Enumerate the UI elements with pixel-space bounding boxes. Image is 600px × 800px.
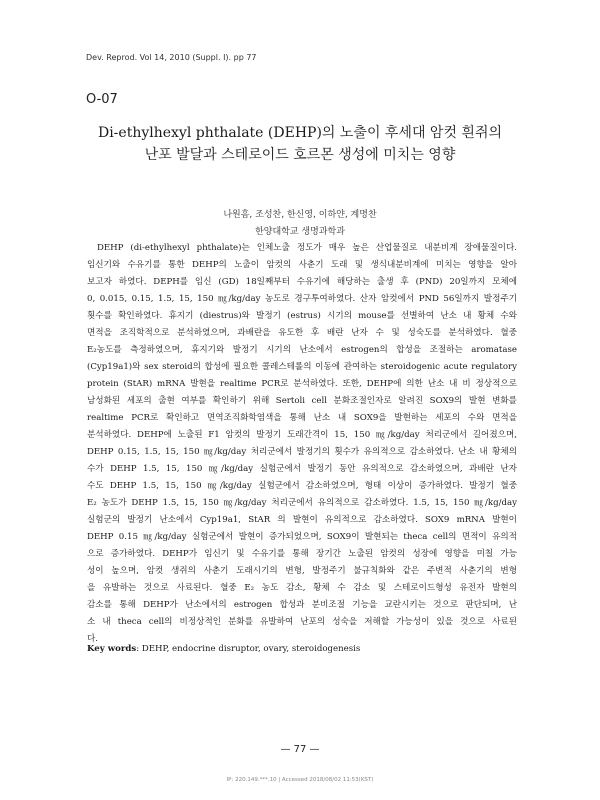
journal-header: Dev. Reprod. Vol 14, 2010 (Suppl. I). pp 77 <box>86 53 257 62</box>
title-line-2: 난포 발달과 스테로이드 호르몬 생성에 미치는 영향 <box>144 147 456 163</box>
abstract-line: 감소를 통해 DEHP가 난소에서의 estrogen 합성과 분비조절 기능을 교란시키는 것으로 판단되며, 난 <box>87 600 517 610</box>
abstract-line: 으로 증가하였다. DEHP가 임신기 및 수유기를 통해 장기간 노출된 암컷의 성장에 영향을 미칠 가능 <box>87 549 517 559</box>
abstract-line: DEHP 0.15 ㎎/kg/day 실험군에서 발현이 증가되었으며, SOX9이 발현되는 theca cell의 면적이 유의적 <box>87 532 517 542</box>
abstract-code: O-07 <box>86 92 118 107</box>
abstract-line: 다. <box>87 634 99 644</box>
abstract-line: 성이 높으며, 암컷 생쥐의 사춘기 도래시기의 변형, 발정주기 불규칙화와 같은 주변적 사춘기의 변형 <box>87 566 517 576</box>
author-list: 나원흠, 조성찬, 한신영, 이하얀, 계명찬 <box>223 210 377 220</box>
abstract-line: 을 유발하는 것으로 사료된다. 혈중 E₂ 농도 감소, 황체 수 감소 및 스테로이드형성 유전자 발현의 <box>87 583 517 593</box>
abstract-line: DEHP (di-ethylhexyl phthalate)는 인체노출 정도가 매우 높은 산업물질로 내분비계 장애물질이다. <box>97 243 517 253</box>
abstract-line: 보고자 하였다. DEPH를 임신 (GD) 18일째부터 수유기에 해당하는 출생 후 (PND) 20일까지 모체에 <box>87 277 517 287</box>
abstract-line: 분석하였다. DEHP에 노출된 F1 암컷의 발정기 도래간격이 15, 150 ㎎/kg/day 처리군에서 길어졌으며, <box>87 430 517 440</box>
page-number: — 77 — <box>280 744 320 755</box>
abstract-line: E₂ 농도가 DEHP 1.5, 15, 150 ㎎/kg/day 처리군에서 유의적으로 감소하였다. 1.5, 15, 150 ㎎/kg/day <box>87 498 517 508</box>
abstract-line: 0, 0.015, 0.15, 1.5, 15, 150 ㎎/kg/day 농도로 경구투여하였다. 산자 암컷에서 PND 56일까지 발정주기 <box>87 294 517 304</box>
title-line-1: Di-ethylhexyl phthalate (DEHP)의 노출이 후세대 암컷 흰쥐의 <box>97 125 503 141</box>
abstract-line: 실험군의 발정기 난소에서 Cyp19a1, StAR 의 발현이 유의적으로 감소하였다. SOX9 mRNA 발현이 <box>87 515 517 525</box>
abstract-line: 수가 DEHP 1.5, 15, 150 ㎎/kg/day 실험군에서 발정기 동안 유의적으로 감소하였으며, 과배란 난자 <box>87 464 517 474</box>
abstract-line: realtime PCR로 확인하고 면역조직화학염색을 통해 난소 내 SOX9을 발현하는 세포의 수와 면적을 <box>87 413 517 423</box>
access-footer: IP: 220.149.***.10 | Accessed 2018/08/02 11:53(KST) <box>226 777 374 783</box>
abstract-line: 소 내 theca cell의 비정상적인 분화를 유발하여 난포의 성숙을 저해할 가능성이 있을 것으로 사료된 <box>87 617 517 627</box>
abstract-line: protein (StAR) mRNA 발현을 realtime PCR로 분석하였다. 또한, DEHP에 의한 난소 내 비 정상적으로 <box>87 379 517 389</box>
abstract-line: 면적을 조직학적으로 분석하였으며, 과배란을 유도한 후 배란 난자 수 및 성숙도를 분석하였다. 혈중 <box>87 328 517 338</box>
abstract-line: (Cyp19a1)와 sex steroid의 합성에 필요한 콜레스테롤의 이동에 관여하는 steroidogenic acute regulatory <box>87 362 517 372</box>
abstract-line: 임신기와 수유기를 통한 DEHP의 노출이 암컷의 사춘기 도래 및 생식내분비계에 미치는 영향을 알아 <box>87 260 517 270</box>
abstract-line: DEHP 0.15, 1.5, 15, 150 ㎎/kg/day 처리군에서 발정기의 횟수가 유의적으로 감소하였다. 난소 내 황체의 <box>87 447 517 457</box>
abstract-line: E₂농도를 측정하였으며, 휴지기와 발정기 시기의 난소에서 estrogen의 합성을 조절하는 aromatase <box>87 345 517 355</box>
abstract-line: 남성화된 세포의 출현 여부를 확인하기 위해 Sertoli cell 분화조절인자로 알려진 SOX9의 발현 변화를 <box>87 396 517 406</box>
affiliation: 한양대학교 생명과학과 <box>255 227 345 237</box>
keywords <box>87 644 517 654</box>
abstract-line: 수도 DEHP 1.5, 15, 150 ㎎/kg/day 실험군에서 감소하였으며, 형태 이상이 증가하였다. 발정기 혈중 <box>87 481 517 491</box>
keywords-label: Key words <box>87 644 137 654</box>
abstract-line: 횟수를 확인하였다. 휴지기 (diestrus)와 발정기 (estrus) 시기의 mouse를 선별하여 난소 내 황체 수와 <box>87 311 517 321</box>
keywords-text: : DEHP, endocrine disruptor, ovary, steroidogenesis <box>136 644 361 654</box>
